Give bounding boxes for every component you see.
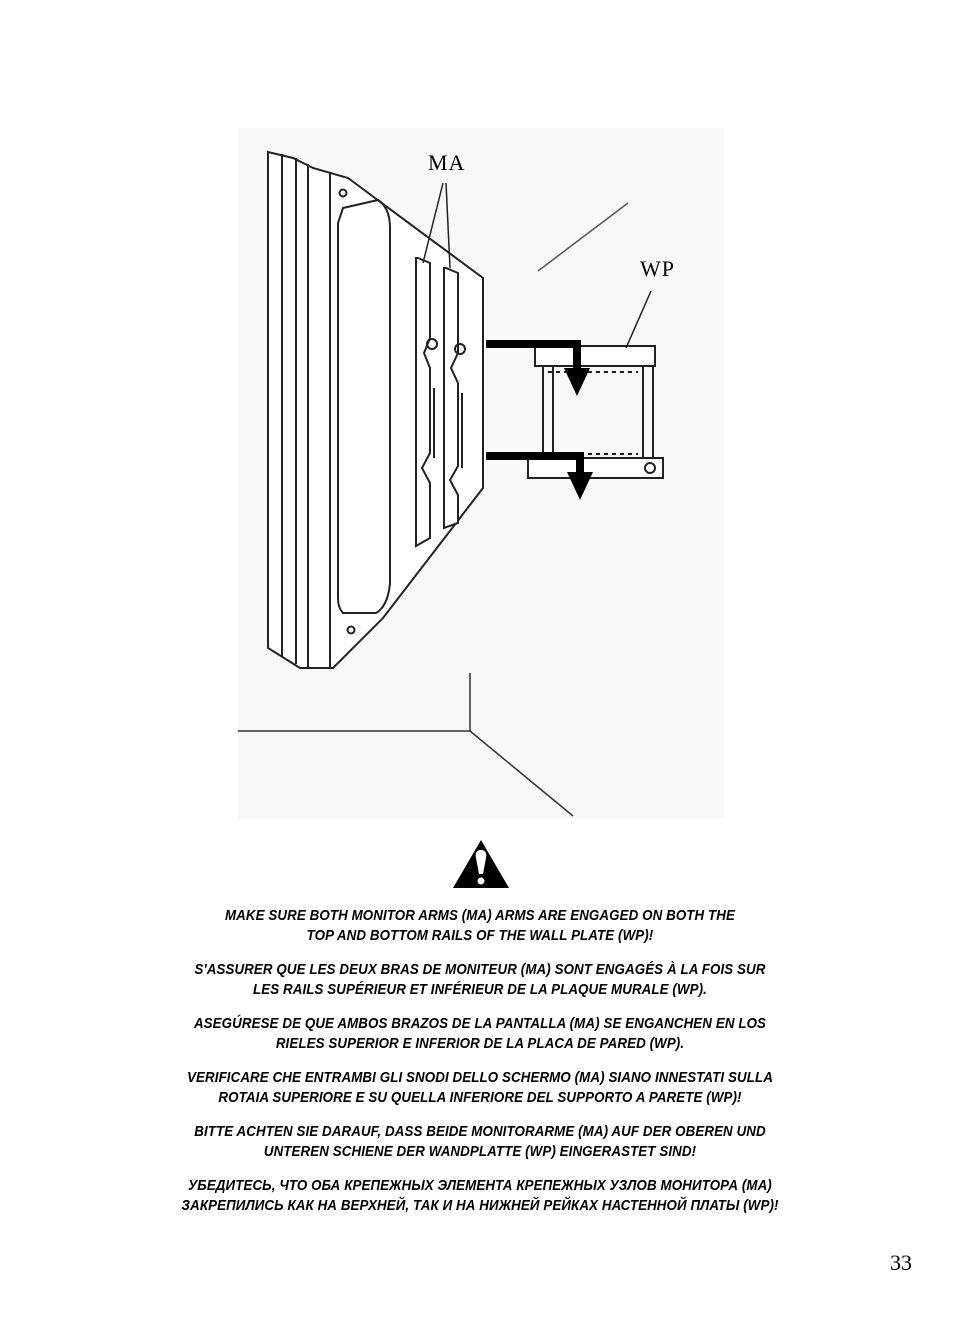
warning-line: УБЕДИТЕСЬ, ЧТО ОБА КРЕПЕЖНЫХ ЭЛЕМЕНТА КРЕПЕЖНЫХ УЗЛОВ МОНИТОРА (МА) (188, 1178, 772, 1194)
warning-fr (130, 960, 829, 1000)
page-number: 33 (890, 1250, 912, 1275)
warning-line: MAKE SURE BOTH MONITOR ARMS (MA) ARMS ARE ENGAGED ON BOTH THE (224, 908, 736, 924)
warning-line: UNTEREN SCHIENE DER WANDPLATTE (WP) EINGERASTET SIND! (263, 1144, 697, 1160)
warning-line: ЗАКРЕПИЛИСЬ КАК НА ВЕРХНЕЙ, ТАК И НА НИЖНЕЙ РЕЙКАХ НАСТЕННОЙ ПЛАТЫ (WP)! (181, 1198, 779, 1214)
warning-line: ROTAIA SUPERIORE E SU QUELLA INFERIORE DEL SUPPORTO A PARETE (WP)! (218, 1090, 742, 1106)
label-wp: WP (640, 256, 675, 281)
warning-line: S'ASSURER QUE LES DEUX BRAS DE MONITEUR (MA) SONT ENGAGÉS À LA FOIS SUR (194, 962, 766, 978)
installation-illustration (238, 128, 724, 818)
warning-en (130, 906, 829, 946)
warning-de (130, 1122, 829, 1162)
label-ma: MA (428, 150, 466, 175)
warning-line: LES RAILS SUPÉRIEUR ET INFÉRIEUR DE LA PLAQUE MURALE (WP). (253, 982, 707, 998)
warning-es (130, 1014, 829, 1054)
warning-it (130, 1068, 829, 1108)
warning-text-list (100, 906, 860, 1230)
warning-triangle-icon (451, 838, 511, 890)
warning-line: TOP AND BOTTOM RAILS OF THE WALL PLATE (WP)! (306, 928, 654, 944)
warning-line: BITTE ACHTEN SIE DARAUF, DASS BEIDE MONITORARME (MA) AUF DER OBEREN UND (194, 1124, 766, 1140)
warning-ru (130, 1176, 829, 1216)
warning-line: RIELES SUPERIOR E INFERIOR DE LA PLACA DE PARED (WP). (275, 1036, 685, 1052)
monitor-wall-mount-diagram (238, 128, 724, 818)
warning-line: ASEGÚRESE DE QUE AMBOS BRAZOS DE LA PANTALLA (MA) SE ENGANCHEN EN LOS (193, 1016, 767, 1032)
warning-line: VERIFICARE CHE ENTRAMBI GLI SNODI DELLO SCHERMO (MA) SIANO INNESTATI SULLA (187, 1070, 773, 1086)
